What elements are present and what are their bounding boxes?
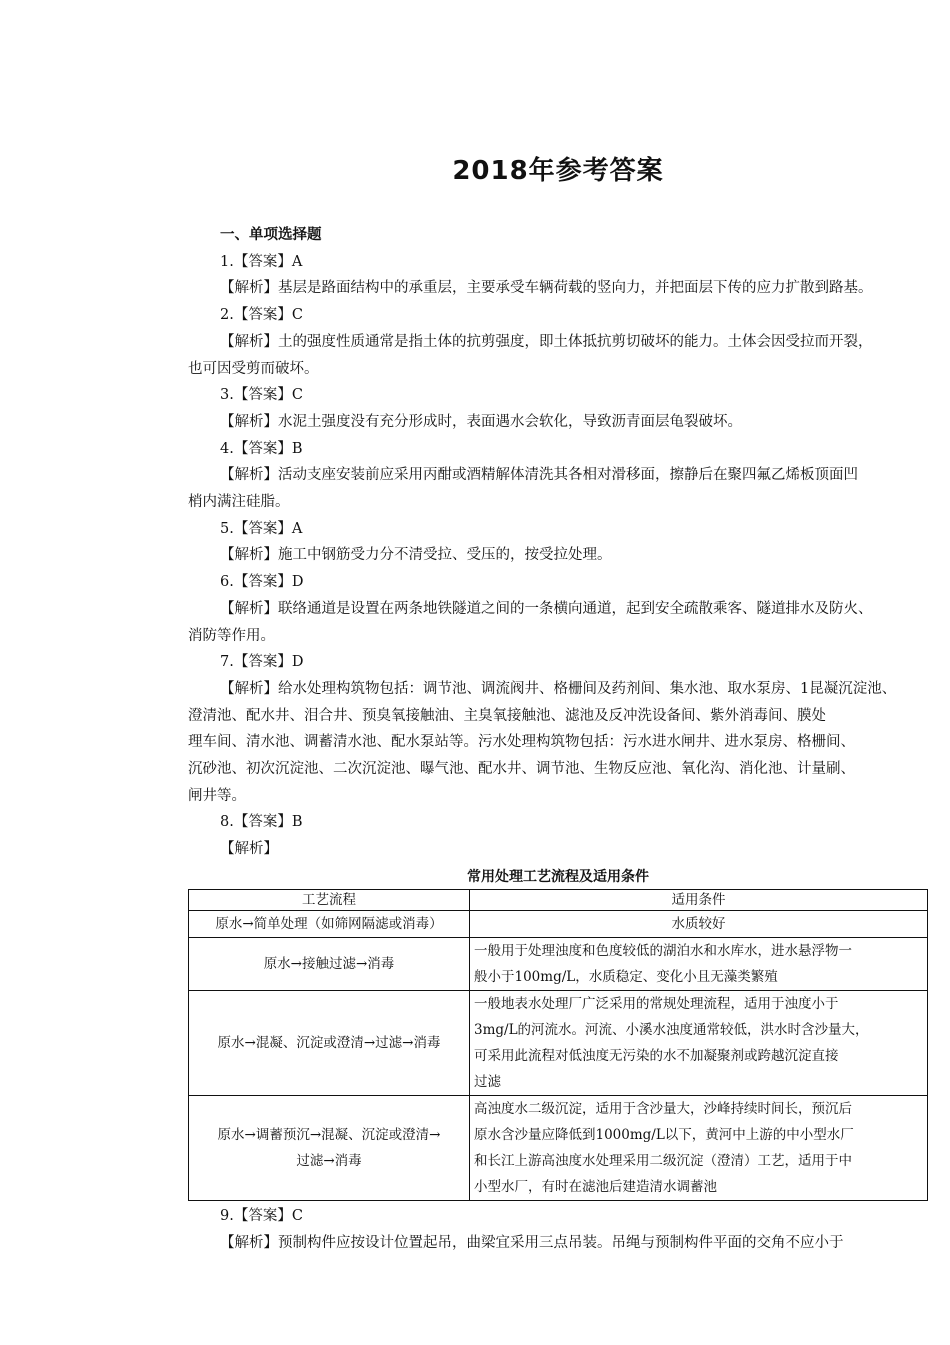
explanation-paragraph [188, 462, 928, 515]
explanation-line: 理车间、清水池、调蓄清水池、配水泵站等。污水处理构筑物包括：污水进水闸井、进水泵房、格栅间、 [188, 734, 855, 751]
condition-text: 高浊度水二级沉淀，适用于含沙量大，沙峰持续时间长，预沉后 [474, 1100, 852, 1117]
explanation-paragraph [188, 329, 928, 382]
answer-line: 8.【答案】B [220, 814, 303, 831]
table-row [189, 910, 928, 937]
flow-text: 原水→简单处理（如筛网隔滤或消毒） [215, 915, 443, 932]
table-body [189, 910, 928, 1200]
answers-before-table [188, 249, 928, 863]
answers-after-table [188, 1203, 928, 1256]
answer-line: 7.【答案】D [220, 654, 304, 671]
explanation-paragraph [188, 542, 928, 569]
explanation-line: 【解析】基层是路面结构中的承重层，主要承受车辆荷载的竖向力，并把面层下传的应力扩散到路基。 [220, 280, 873, 297]
answer-line: 9.【答案】C [220, 1207, 303, 1224]
explanation-line: 澄清池、配水井、泪合井、预臭氧接触油、主臭氧接触池、滤池及反冲洗设备间、紫外消毒间、膜处 [188, 707, 826, 724]
explanation-line: 也可因受剪而破坏。 [188, 360, 319, 377]
explanation-paragraph [188, 409, 928, 436]
answer-line: 1.【答案】A [220, 253, 303, 270]
condition-text: 一般地表水处理厂广泛采用的常规处理流程，适用于浊度小于 [474, 995, 839, 1012]
condition-cell [470, 910, 928, 937]
explanation-line: 【解析】 [220, 841, 278, 858]
explanation-paragraph [188, 676, 928, 810]
explanation-paragraph [188, 1230, 928, 1257]
answer-line: 3.【答案】C [220, 387, 303, 404]
explanation-line: 【解析】土的强度性质通常是指土体的抗剪强度，即土体抵抗剪切破坏的能力。土体会因受拉而开裂， [220, 333, 873, 350]
table-row [189, 990, 928, 1095]
explanation-line: 【解析】联络通道是设置在两条地铁隧道之间的一条横向通道，起到安全疏散乘客、隧道排水及防火、 [220, 600, 873, 617]
flow-cell [189, 937, 470, 990]
explanation-line: 【解析】给水处理构筑物包括：调节池、调流阀井、格栅间及药剂间、集水池、取水泵房、1昆凝沉淀池、 [220, 680, 897, 697]
condition-text: 一般用于处理浊度和色度较低的湖泊水和水库水，进水悬浮物一 [474, 942, 852, 959]
condition-text: 过滤 [474, 1073, 501, 1090]
flow-cell [189, 990, 470, 1095]
process-table [188, 889, 928, 1201]
condition-cell [470, 937, 928, 990]
condition-text: 水质较好 [671, 915, 726, 932]
answer-content [188, 222, 928, 1256]
condition-text: 般小于100mg/L，水质稳定、变化小且无藻类繁殖 [474, 968, 778, 985]
condition-text: 3mg/L的河流水。河流、小溪水浊度通常较低，洪水时含沙量大， [474, 1021, 869, 1038]
answer-line: 4.【答案】B [220, 440, 303, 457]
condition-text: 小型水厂，有时在滤池后建造清水调蓄池 [474, 1178, 717, 1195]
answer-line: 5.【答案】A [220, 520, 303, 537]
flow-cell [189, 1095, 470, 1200]
condition-text: 原水含沙量应降低到1000mg/L以下，黄河中上游的中小型水厂 [474, 1126, 854, 1143]
explanation-line: 闸井等。 [188, 787, 246, 804]
explanation-line: 梢内满注硅脂。 [188, 494, 290, 511]
condition-text: 和长江上游高浊度水处理采用二级沉淀（澄清）工艺，适用于中 [474, 1152, 852, 1169]
explanation-paragraph [188, 836, 928, 863]
explanation-line: 沉砂池、初次沉淀池、二次沉淀池、曝气池、配水井、调节池、生物反应池、氧化沟、消化池、计量刷、 [188, 761, 855, 778]
explanation-line: 【解析】施工中钢筋受力分不清受拉、受压的，按受拉处理。 [220, 547, 612, 564]
explanation-line: 【解析】水泥土强度没有充分形成时，表面遇水会软化，导致沥青面层龟裂破坏。 [220, 413, 742, 430]
table-header-flow: 工艺流程 [189, 889, 470, 910]
flow-text: 原水→调蓄预沉→混凝、沉淀或澄清→ [217, 1126, 441, 1143]
explanation-paragraph [188, 596, 928, 649]
explanation-paragraph [188, 275, 928, 302]
answer-line: 2.【答案】C [220, 307, 303, 324]
table-title: 常用处理工艺流程及适用条件 [467, 868, 649, 885]
table-row [189, 937, 928, 990]
explanation-line: 【解析】活动支座安装前应采用丙酣或酒精解体清洗其各相对滑移面，擦静后在聚四氟乙烯板顶面凹 [220, 467, 858, 484]
flow-cell [189, 910, 470, 937]
table-header-condition: 适用条件 [470, 889, 928, 910]
table-header-row [189, 889, 928, 910]
explanation-line: 消防等作用。 [188, 627, 275, 644]
table-row [189, 1095, 928, 1200]
condition-cell [470, 1095, 928, 1200]
explanation-line: 【解析】预制构件应按设计位置起吊，曲梁宜采用三点吊装。吊绳与预制构件平面的交角不应小于 [220, 1234, 844, 1251]
flow-text: 原水→混凝、沉淀或澄清→过滤→消毒 [217, 1034, 441, 1051]
answer-line: 6.【答案】D [220, 574, 304, 591]
condition-text: 可采用此流程对低浊度无污染的水不加凝聚剂或跨越沉淀直接 [474, 1047, 839, 1064]
flow-text: 原水→接触过滤→消毒 [263, 955, 395, 972]
flow-text: 过滤→消毒 [296, 1152, 362, 1169]
page-title: 2018年参考答案 [452, 156, 664, 186]
condition-cell [470, 990, 928, 1095]
section-heading: 一、单项选择题 [220, 227, 322, 243]
